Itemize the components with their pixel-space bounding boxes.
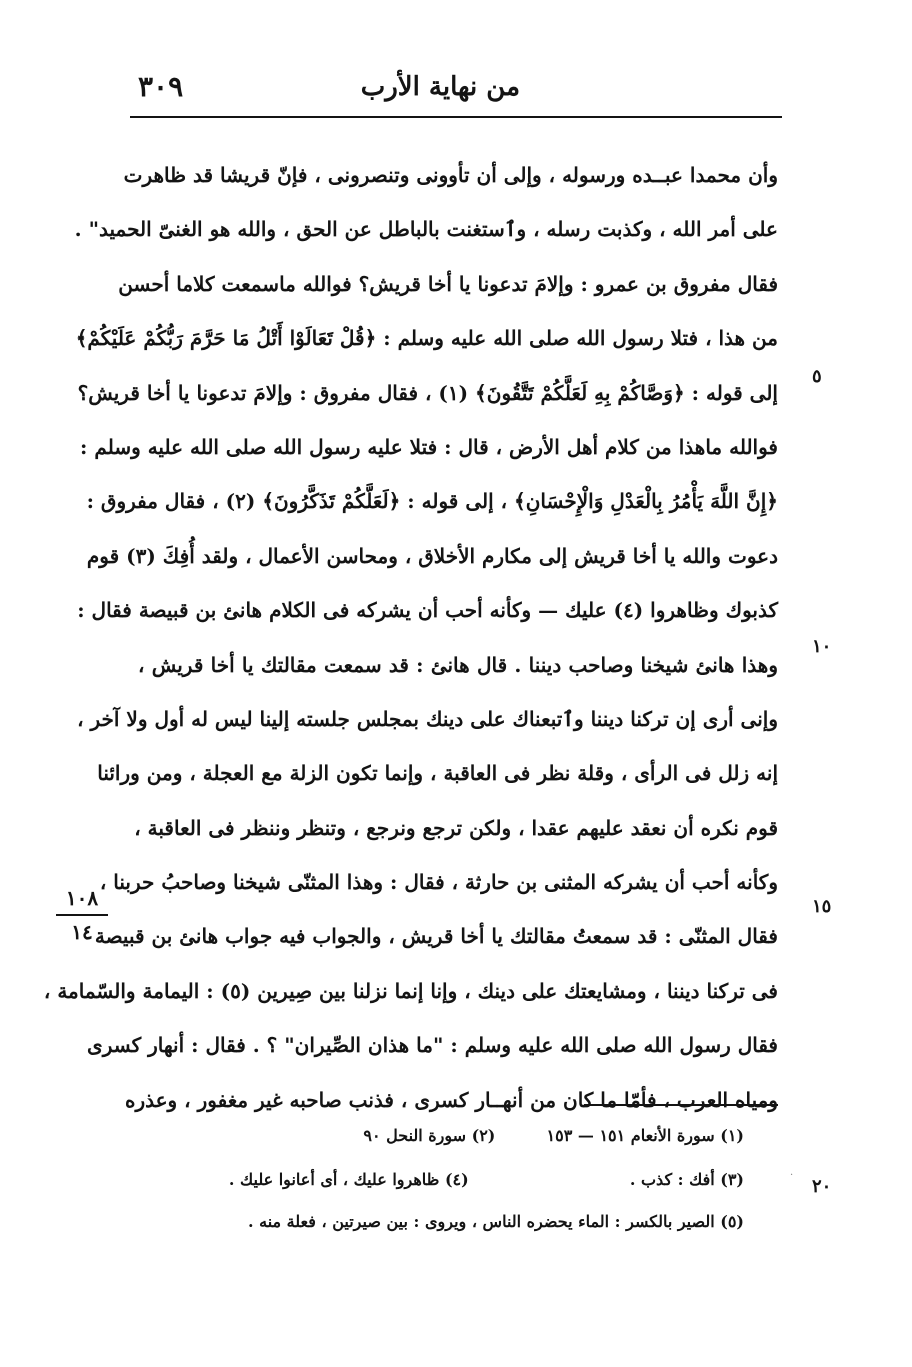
running-header-title: من نهاية الأرب <box>360 72 520 102</box>
text-line: قوم نكره أن نعقد عليهم عقدا ، ولكن ترجع ونرجع ، وتنظر وننظر فى العاقبة ، <box>134 815 778 840</box>
footnote-rule <box>584 1104 778 1106</box>
text-line: إنه زلل فى الرأى ، وقلة نظر فى العاقبة ، وإنما تكون الزلة مع العجلة ، ومن ورائنا <box>97 761 778 786</box>
footnote-1: (١) سورة الأنعام ١٥١ — ١٥٣ <box>546 1126 744 1145</box>
text-line: وإنى أرى إن تركنا ديننا وٱتبعناك على دينك بمجلس جلسته إلينا ليس له أول ولا آخر ، <box>77 706 778 731</box>
margin-reference <box>56 884 108 946</box>
text-line: فقال المثنّى : قد سمعتُ مقالتك يا أخا قريش ، والجواب فيه جواب هانئ بن قبيصة <box>94 924 778 949</box>
text-line: فوالله ماهذا من كلام أهل الأرض ، قال : فتلا عليه رسول الله صلى الله عليه وسلم : <box>80 434 778 459</box>
text-line: على أمر الله ، وكذبت رسله ، وٱستغنت بالباطل عن الحق ، والله هو الغنىّ الحميد" . <box>74 217 778 242</box>
text-line: فقال مفروق بن عمرو : وإلامَ تدعونا يا أخا قريش؟ فوالله ماسمعت كلاما أحسن <box>118 271 778 296</box>
page-number: ٣٠٩ <box>138 70 184 103</box>
text-line: من هذا ، فتلا رسول الله صلى الله عليه وسلم : ﴿قُلْ تَعَالَوْا أَتْلُ مَا حَرَّمَ رَبُّكُمْ عَلَيْكُمْ﴾ <box>75 326 778 351</box>
footnote-3: (٣) أفك : كذب . <box>629 1170 744 1189</box>
text-line: إلى قوله : ﴿وَصَّاكُمْ بِهِ لَعَلَّكُمْ تَتَّقُونَ﴾ (١) ، فقال مفروق : وإلامَ تدعونا يا أخا قريش؟ <box>77 380 778 405</box>
line-number-marker: ٥ <box>812 366 822 387</box>
margin-reference-top: ١٠٨ <box>65 886 99 910</box>
text-line: وكأنه أحب أن يشركه المثنى بن حارثة ، فقال : وهذا المثنّى شيخنا وصاحبُ حربنا ، <box>99 870 778 895</box>
text-line: وأن محمدا عبــده ورسوله ، وإلى أن تأوونى وتنصرونى ، فإنّ قريشا قد ظاهرت <box>123 163 778 187</box>
text-line: وهذا هانئ شيخنا وصاحب ديننا . قال هانئ : قد سمعت مقالتك يا أخا قريش ، <box>138 652 778 677</box>
text-line: فى تركنا ديننا ، ومشايعتك على دينك ، وإنا إنما نزلنا بين صِيرين (٥) : اليمامة والسّمامة ، <box>43 978 778 1003</box>
text-line: دعوت والله يا أخا قريش إلى مكارم الأخلاق ، ومحاسن الأعمال ، ولقد أُفِكَ (٣) قوم <box>86 543 778 568</box>
margin-reference-divider <box>56 914 108 916</box>
text-line: ﴿إِنَّ اللَّهَ يَأْمُرُ بِالْعَدْلِ وَالْإِحْسَانِ﴾ ، إلى قوله : ﴿لَعَلَّكُمْ تَذَكَّرُونَ﴾ (٢) ، فقال مفروق : <box>86 489 778 514</box>
footnote-row <box>363 1126 744 1145</box>
text-line: كذبوك وظاهروا (٤) عليك — وكأنه أحب أن يشركه فى الكلام هانئ بن قبيصة فقال : <box>77 598 778 623</box>
print-speck: · <box>790 1170 794 1181</box>
footnote-4: (٤) ظاهروا عليك ، أى أعانوا عليك . <box>228 1170 469 1189</box>
footnote-2: (٢) سورة النحل ٩٠ <box>363 1126 496 1145</box>
text-line: فقال رسول الله صلى الله عليه وسلم : "ما هذان الصِّيران" ؟ . فقال : أنهار كسرى <box>87 1033 778 1058</box>
header-rule <box>130 116 782 118</box>
text-line: ومياه العرب ، فأمّا ما كان من أنهــار كسرى ، فذنب صاحبه غير مغفور ، وعذره <box>124 1087 778 1112</box>
line-number-marker: ٢٠ <box>812 1176 832 1197</box>
footnote-5: (٥) الصير بالكسر : الماء يحضره الناس ، ويروى : بين صيرتين ، فعلة منه . <box>247 1212 744 1231</box>
margin-reference-bottom: ١٤ <box>71 920 93 944</box>
line-number-marker: ١٠ <box>812 636 832 657</box>
line-number-marker: ١٥ <box>812 896 832 917</box>
footnote-row <box>229 1170 744 1189</box>
